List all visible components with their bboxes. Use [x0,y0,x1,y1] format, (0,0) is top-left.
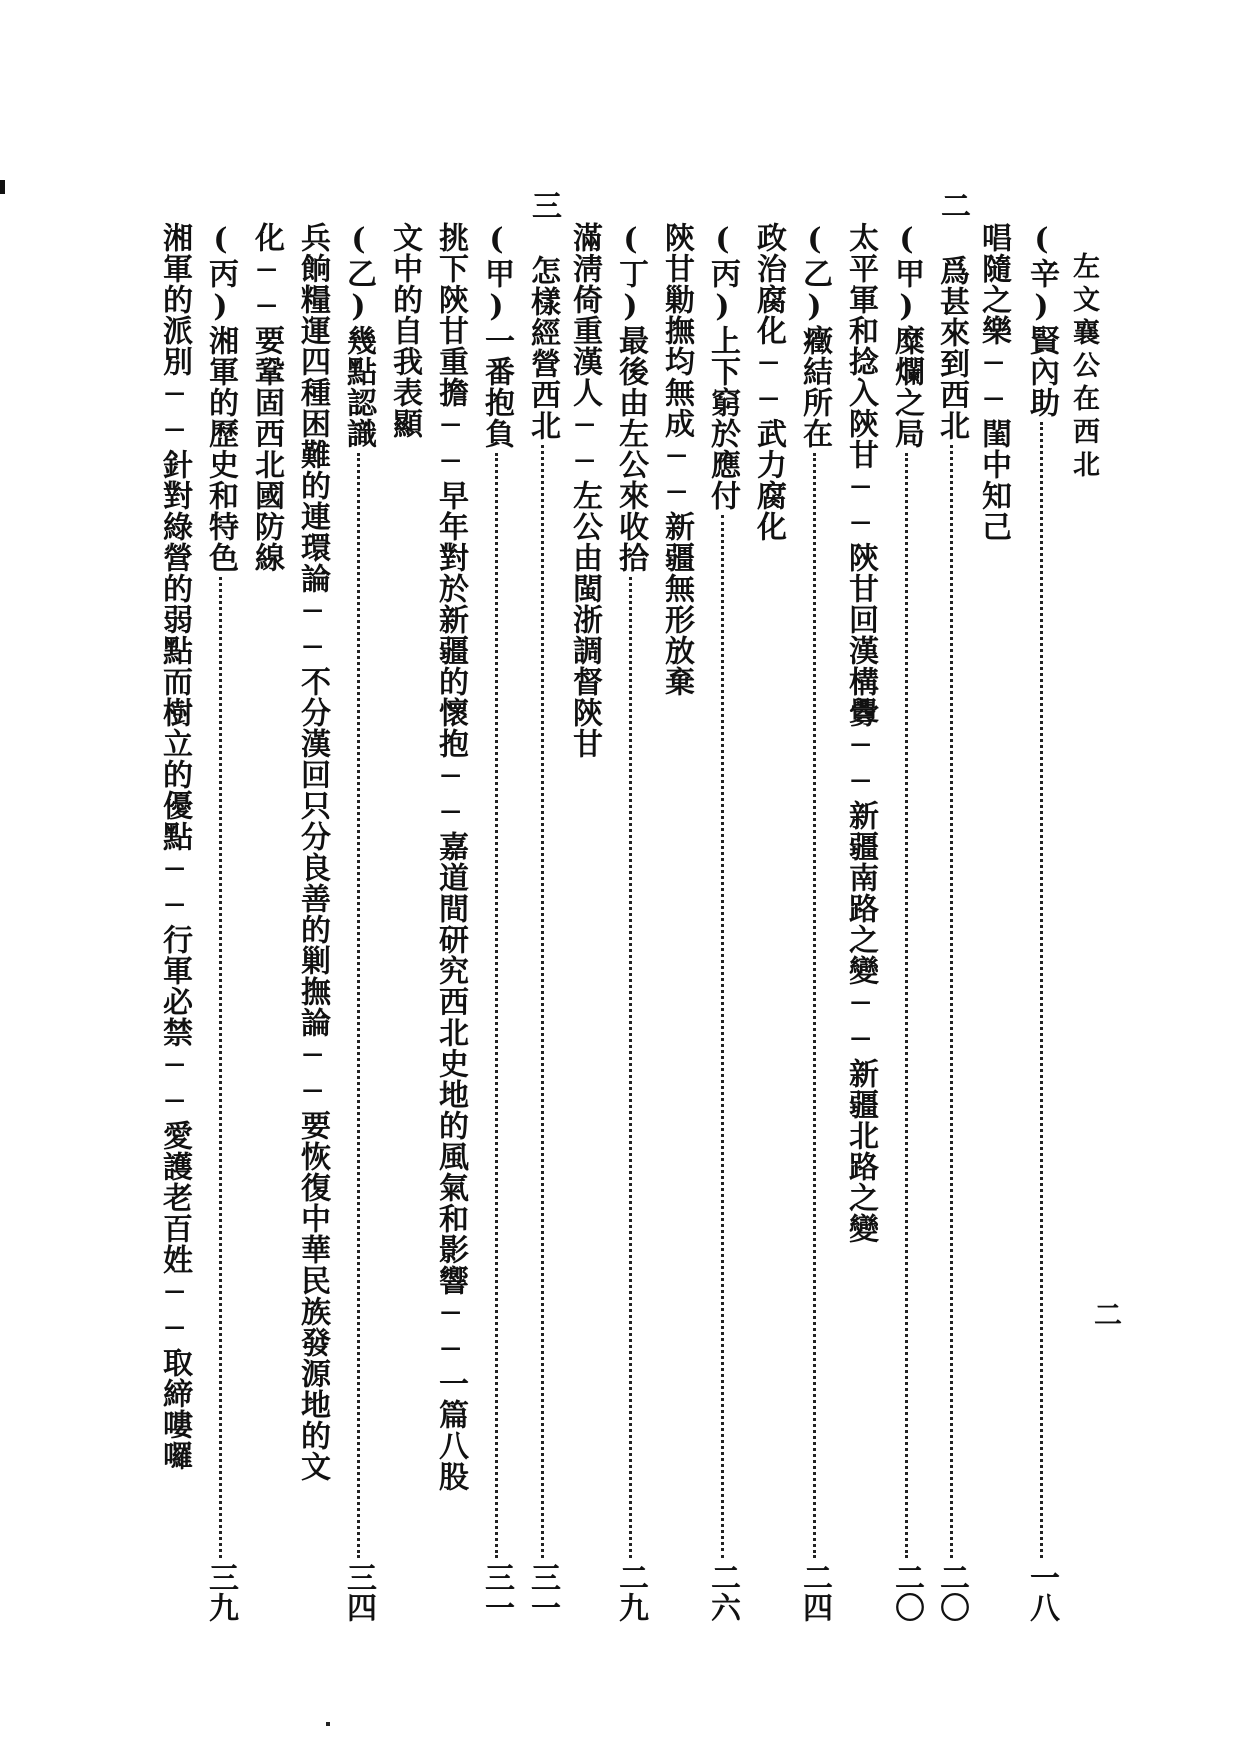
toc-page-number: 一八 [1024,1562,1059,1622]
toc-entry-text: 湘軍的派別──針對綠營的弱點而樹立的優點──行軍必禁──愛護老百姓──取締嘍囉 [157,222,192,1471]
toc-subtopics [157,222,191,1622]
toc-page-number: 二〇 [889,1562,924,1622]
toc-subtopics [433,222,467,1622]
toc-entry-text: (甲)一番抱負 [479,222,514,449]
toc-chapter-entry[interactable] [525,255,559,1622]
toc-entry-text: 政治腐化──武力腐化 [751,222,786,542]
toc-leader-dots [721,515,724,1558]
toc-entry-text: (丙)上下窮於應付 [705,222,740,511]
toc-subtopics [659,222,693,1622]
toc-page-number: 三一 [479,1562,514,1622]
toc-subtopics [976,222,1010,1622]
toc-leader-dots [219,577,222,1558]
toc-entry-text: 唱隨之樂──閨中知己 [976,222,1011,542]
toc-subtopics [751,222,785,1622]
toc-page-number: 二六 [705,1562,740,1622]
toc-entry-text: (乙)癥結所在 [797,222,832,449]
toc-entry-text: 滿淸倚重漢人──左公由閩浙調督陝甘 [567,222,602,759]
toc-entry-text: (丁)最後由左公來收拾 [613,222,648,573]
page-speck [326,1722,330,1726]
toc-entry-text: (辛)賢內助 [1024,222,1059,418]
toc-leader-dots [541,445,544,1558]
toc-entry-text: (乙)幾點認識 [341,222,376,449]
toc-entry-text: (丙)湘軍的歷史和特色 [203,222,238,573]
toc-chapter-entry[interactable] [934,255,968,1622]
toc-entry[interactable] [797,222,831,1622]
toc-entry[interactable] [203,222,237,1622]
toc-subtopics [295,222,329,1622]
toc-page-number: 三九 [203,1562,238,1622]
toc-leader-dots [629,577,632,1558]
toc-leader-dots [495,453,498,1558]
toc-entry-text: 化──要鞏固西北國防線 [249,222,284,573]
toc-entry[interactable] [705,222,739,1622]
toc-page-number: 三一 [525,1562,560,1622]
toc-subtopics [249,222,283,1622]
toc-entry-text: 太平軍和捻入陝甘──陝甘回漢構釁──新疆南路之變──新疆北路之變 [843,222,878,1244]
toc-entry[interactable] [889,222,923,1622]
toc-page-number: 二〇 [934,1562,969,1622]
toc-entry-text: 文中的自我表顯 [387,222,422,439]
toc-entry[interactable] [1024,222,1058,1622]
toc-leader-dots [1040,422,1043,1558]
toc-subtopics [387,222,421,1622]
toc-entry-text: 挑下陝甘重擔──早年對於新疆的懷抱──嘉道間研究西北史地的風氣和影響──一篇八股 [433,222,468,1492]
running-header-page-number: 二 [1090,1300,1123,1328]
page-edge-mark [0,180,5,194]
toc-leader-dots [357,453,360,1558]
chapter-marker-3: 三 [526,190,561,220]
toc-entry-text: 爲甚來到西北 [934,255,969,441]
toc-entry[interactable] [479,222,513,1622]
toc-page-number: 二九 [613,1562,648,1622]
toc-entry-text: 陝甘勦撫均無成──新疆無形放棄 [659,222,694,697]
toc-leader-dots [950,445,953,1558]
toc-leader-dots [813,453,816,1558]
toc-entry-text: 兵餉糧運四種困難的連環論──不分漢回只分良善的剿撫論──要恢復中華民族發源地的文 [295,222,330,1482]
toc-page-number: 三四 [341,1562,376,1622]
toc-entry[interactable] [613,222,647,1622]
toc-entry-text: 怎樣經營西北 [525,255,560,441]
running-header-title: 左文襄公在西北 [1068,252,1099,483]
toc-entry-text: (甲)糜爛之局 [889,222,924,449]
toc-page-number: 二四 [797,1562,832,1622]
toc-subtopics [567,222,601,1622]
chapter-marker-2: 二 [935,190,970,220]
toc-entry[interactable] [341,222,375,1622]
toc-subtopics [843,222,877,1622]
toc-leader-dots [905,453,908,1558]
